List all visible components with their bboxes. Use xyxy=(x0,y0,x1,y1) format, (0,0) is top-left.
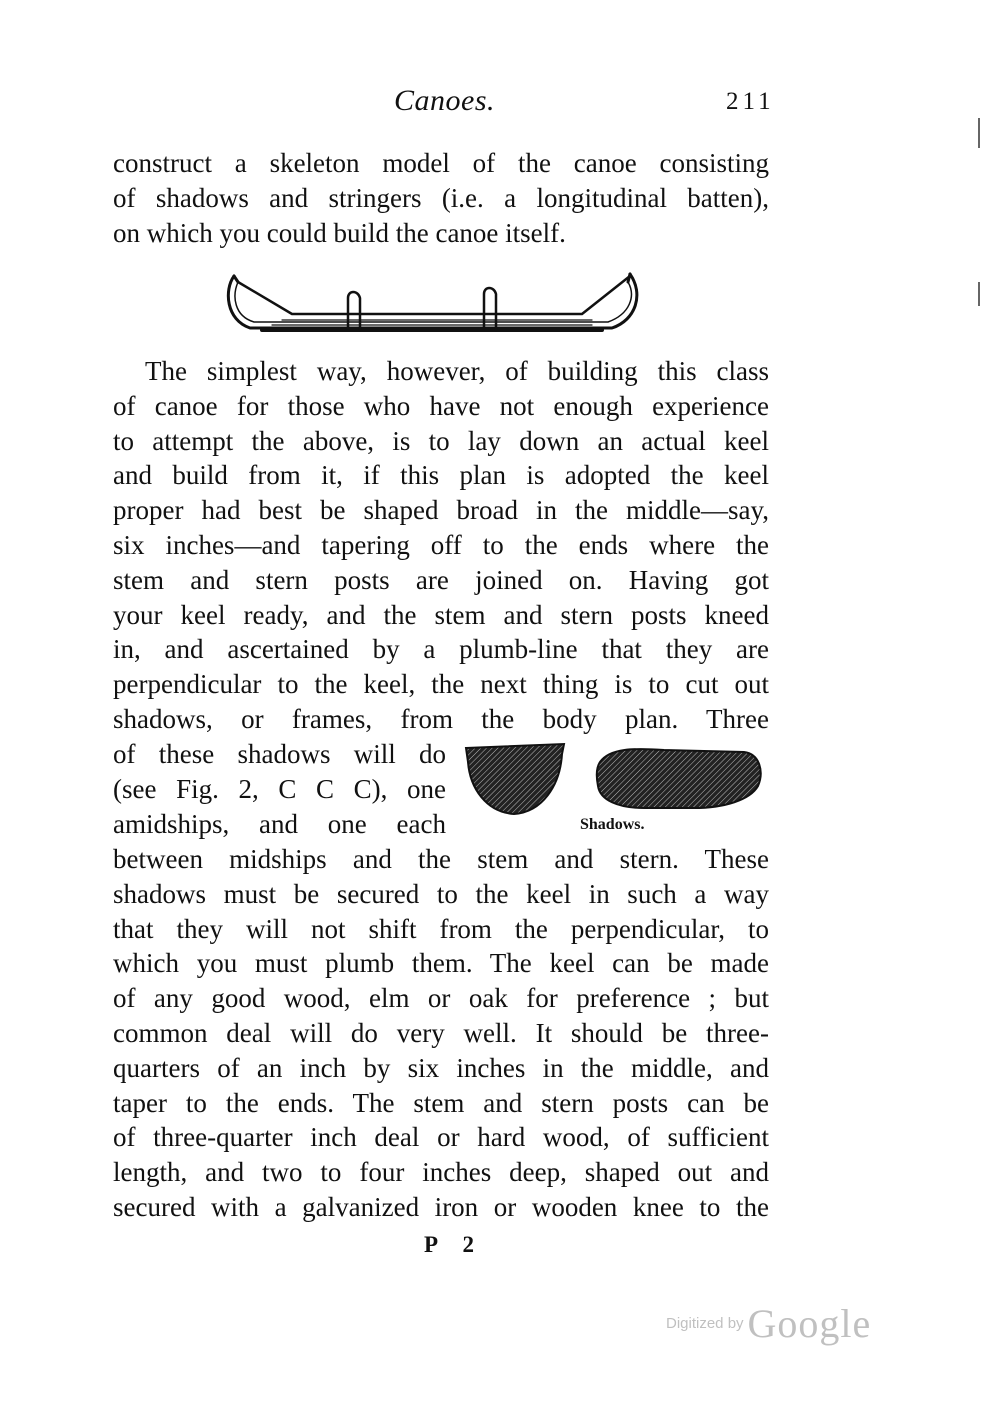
text-line: of any good wood, elm or oak for preference ; but xyxy=(113,983,769,1014)
text-line: between midships and the stem and stern. These xyxy=(113,844,769,874)
text-line: shadows must be secured to the keel in such a way xyxy=(113,878,769,909)
text-line: (see Fig. 2, C C C), one xyxy=(113,773,446,804)
text-line: which you must plumb them. The keel can be made xyxy=(113,948,769,979)
text-line: common deal will do very well. It should be three- xyxy=(113,1017,769,1048)
scan-edge-mark xyxy=(978,282,980,306)
paragraph-main-narrow xyxy=(113,737,446,841)
figure-caption: Shadows. xyxy=(580,816,645,833)
canoe-skeleton-illustration xyxy=(222,268,652,340)
text-line: of these shadows will do xyxy=(113,739,446,769)
watermark-brand: Google xyxy=(747,1301,872,1346)
text-line: of shadows and stringers (i.e. a longitudinal batten), xyxy=(113,182,769,213)
digitized-watermark xyxy=(666,1300,871,1347)
text-line: six inches—and tapering off to the ends where the xyxy=(113,529,769,560)
text-line: your keel ready, and the stem and stern posts kneed xyxy=(113,599,769,630)
text-line: length, and two to four inches deep, shaped out and xyxy=(113,1157,769,1188)
text-line: to attempt the above, is to lay down an actual keel xyxy=(113,425,769,456)
scan-edge-mark xyxy=(978,118,980,148)
text-line: on which you could build the canoe itself. xyxy=(113,217,566,248)
text-line: stem and stern posts are joined on. Having got xyxy=(113,564,769,595)
signature-mark: P 2 xyxy=(424,1232,485,1257)
text-line: amidships, and one each xyxy=(113,808,446,839)
text-line: quarters of an inch by six inches in the middle, and xyxy=(113,1052,769,1083)
text-line: that they will not shift from the perpendicular, to xyxy=(113,913,769,944)
paragraph-main xyxy=(113,354,769,737)
text-line: taper to the ends. The stem and stern posts can be xyxy=(113,1087,769,1118)
watermark-prefix: Digitized by xyxy=(666,1315,744,1332)
text-line: shadows, or frames, from the body plan. Three xyxy=(113,703,769,734)
paragraph-intro xyxy=(113,146,769,250)
paragraph-main-continued xyxy=(113,842,769,1225)
text-line: and build from it, if this plan is adopted the keel xyxy=(113,460,769,491)
text-line: in, and ascertained by a plumb-line that they are xyxy=(113,634,769,665)
text-line: The simplest way, however, of building this class xyxy=(145,356,769,386)
text-line: of canoe for those who have not enough experience xyxy=(113,390,769,421)
shadows-illustration xyxy=(464,742,764,820)
text-line: construct a skeleton model of the canoe consisting xyxy=(113,148,769,178)
page-number: 211 xyxy=(726,88,775,115)
text-line: perpendicular to the keel, the next thing is to cut out xyxy=(113,669,769,700)
text-line: proper had best be shaped broad in the middle—say, xyxy=(113,495,769,526)
text-line: secured with a galvanized iron or wooden knee to the xyxy=(113,1191,769,1222)
text-line: of three-quarter inch deal or hard wood, of sufficient xyxy=(113,1122,769,1153)
running-head-title: Canoes. xyxy=(394,84,495,117)
